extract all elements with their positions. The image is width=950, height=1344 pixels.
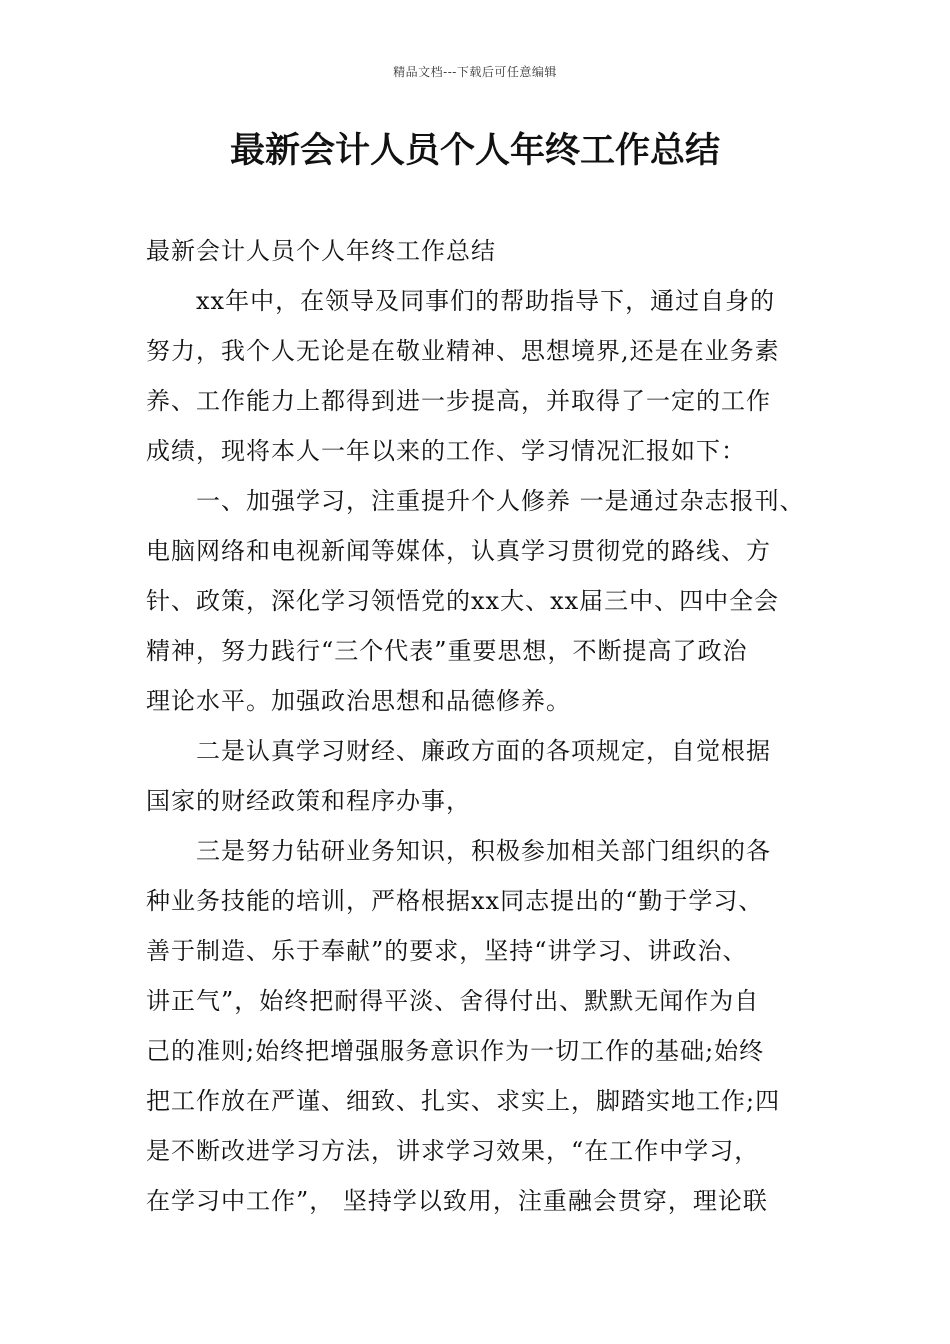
body-line: 把工作放在严谨、细致、扎实、求实上，脚踏实地工作;四 bbox=[146, 1087, 781, 1115]
body-line: 善于制造、乐于奉献”的要求，坚持“讲学习、讲政治、 bbox=[146, 937, 748, 965]
body-line: 养、工作能力上都得到进一步提高，并取得了一定的工作 bbox=[146, 387, 771, 415]
body-line: 二是认真学习财经、廉政方面的各项规定，自觉根据 bbox=[146, 737, 771, 765]
body-line: 己的准则;始终把增强服务意识作为一切工作的基础;始终 bbox=[146, 1037, 765, 1065]
body-line: 国家的财经政策和程序办事， bbox=[146, 787, 471, 815]
body-line: 一、加强学习，注重提升个人修养 一是通过杂志报刊、 bbox=[146, 487, 805, 515]
body-line: 成绩，现将本人一年以来的工作、学习情况汇报如下： bbox=[146, 437, 746, 465]
body-line: 理论水平。加强政治思想和品德修养。 bbox=[146, 687, 571, 715]
document-title: 最新会计人员个人年终工作总结 bbox=[229, 131, 720, 171]
body-line: 最新会计人员个人年终工作总结 bbox=[146, 237, 496, 265]
body-line: xx年中，在领导及同事们的帮助指导下，通过自身的 bbox=[146, 287, 776, 315]
body-line: 针、政策，深化学习领悟党的xx大、xx届三中、四中全会 bbox=[146, 587, 780, 615]
body-line: 精神，努力践行“三个代表”重要思想，不断提高了政治 bbox=[146, 637, 748, 665]
body-line: 是不断改进学习方法，讲求学习效果，“在工作中学习， bbox=[146, 1137, 760, 1165]
body-line: 电脑网络和电视新闻等媒体，认真学习贯彻党的路线、方 bbox=[146, 537, 771, 565]
body-line: 种业务技能的培训，严格根据xx同志提出的“勤于学习、 bbox=[146, 887, 764, 915]
body-line: 讲正气”，始终把耐得平淡、舍得付出、默默无闻作为自 bbox=[146, 987, 760, 1015]
body-line: 在学习中工作”， 坚持学以致用，注重融会贯穿，理论联 bbox=[146, 1187, 768, 1215]
body-line: 努力，我个人无论是在敬业精神、思想境界,还是在业务素 bbox=[146, 337, 780, 365]
document-body bbox=[146, 226, 816, 1226]
page-header-note: 精品文档---下载后可任意编辑 bbox=[393, 65, 557, 79]
body-line: 三是努力钻研业务知识，积极参加相关部门组织的各 bbox=[146, 837, 771, 865]
